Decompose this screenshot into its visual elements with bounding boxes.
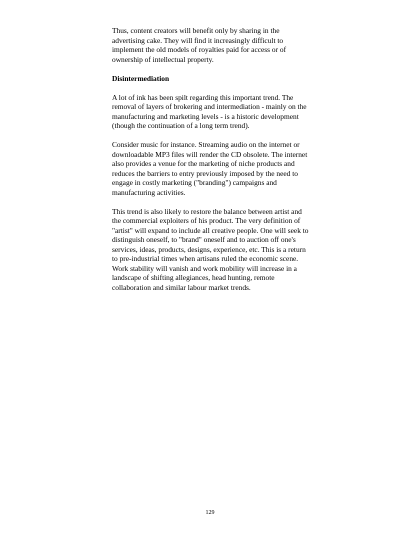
section-heading: Disintermediation <box>112 73 170 83</box>
paragraph-advertising-cake: Thus, content creators will benefit only by sharing in the advertising cake. They will find it increasingly difficult to implement the old models of royalties paid for access or of ownership of intellectual property. <box>112 26 287 64</box>
page-content <box>112 26 312 302</box>
page-number: 129 <box>205 510 215 516</box>
paragraph-music: Consider music for instance. Streaming audio on the internet or downloadable MP3 files will render the CD obsolete. The internet also provides a venue for the marketing of niche products and reduces the barriers to entry previously imposed by the need to engage in costly marketing ("branding") campaigns and manufacturing activities. <box>112 140 308 197</box>
paragraph-trend: A lot of ink has been spilt regarding this important trend. The removal of layers of brokering and intermediation - mainly on the manufacturing and marketing levels - is a historic development (though the continuation of a long term trend). <box>112 92 307 130</box>
paragraph-artist: This trend is also likely to restore the balance between artist and the commercial exploiters of his product. The very definition of "artist" will expand to include all creative people. One will seek to distinguish oneself, to "brand" oneself and to auction off one's services, ideas, products, designs, experience, etc. This is a return to pre-industrial times when artisans ruled the economic scene. Work stability will vanish and work mobility will increase in a landscape of shifting allegiances, head hunting, remote collaboration and similar labour market trends. <box>112 206 309 292</box>
